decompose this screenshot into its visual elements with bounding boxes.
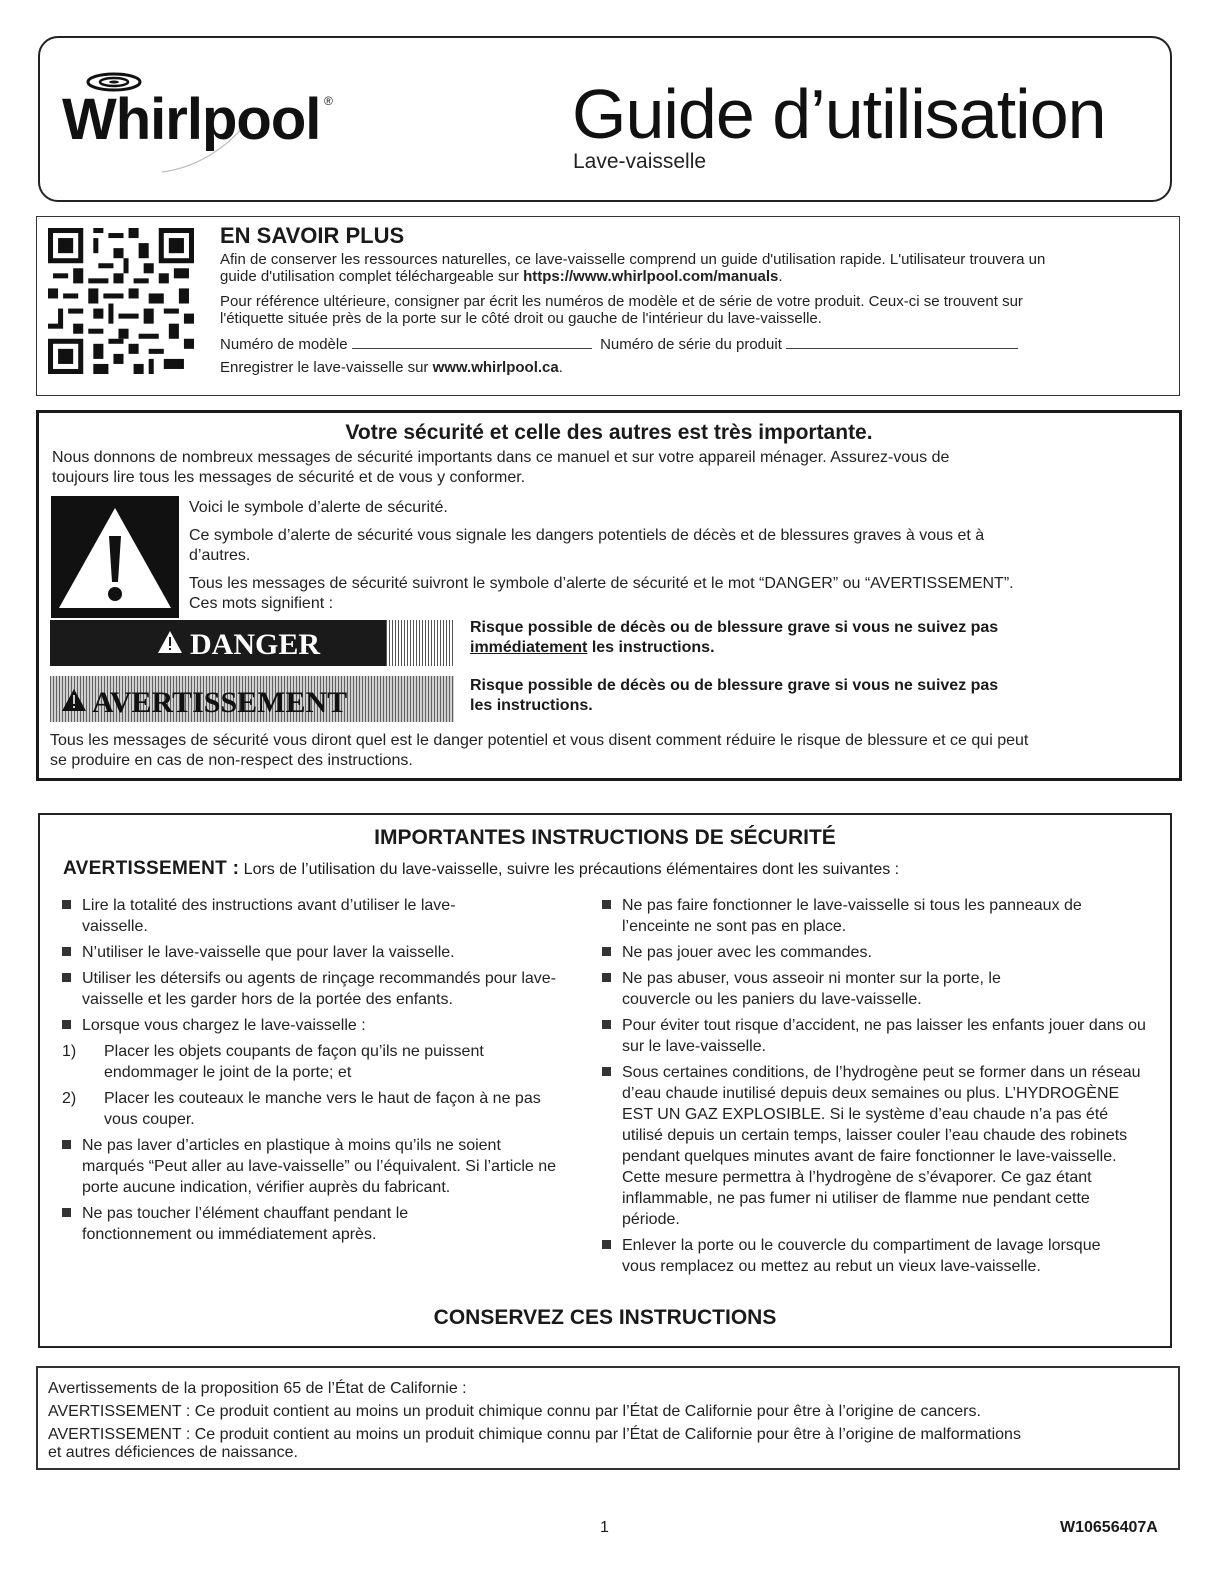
safety-title: Votre sécurité et celle des autres est très importante. (345, 421, 873, 444)
registered-mark: ® (324, 94, 333, 108)
model-serial-row (220, 335, 1018, 353)
list-item: Utiliser les détersifs ou agents de rinçage recommandés pour lave-vaisselle et les garder hors de la portée des enfants. (62, 968, 582, 1010)
warning-text: Lors de l’utilisation du lave-vaisselle, suivre les précautions élémentaires dont les suivantes : (239, 861, 900, 878)
safety-closing-1: Tous les messages de sécurité vous diront quel est le danger potentiel et vous disent comment réduire le risque de blessure et ce qui peut (50, 732, 1029, 749)
danger-banner (50, 620, 454, 666)
learn-more-text: guide d'utilisation complet téléchargeable sur (220, 268, 519, 285)
save-instructions-heading: CONSERVEZ CES INSTRUCTIONS (433, 1306, 777, 1329)
instructions-title: IMPORTANTES INSTRUCTIONS DE SÉCURITÉ (374, 826, 836, 849)
learn-more-paragraph-1: Afin de conserver les ressources naturelles, ce lave-vaisselle comprend un guide d'utilisation rapide. L'utilisateur trouvera un (220, 251, 1046, 268)
list-item: Lire la totalité des instructions avant d’utiliser le lave-vaisselle. (62, 895, 482, 937)
sub-item-number: 2) (62, 1090, 77, 1107)
sub-item-number: 1) (62, 1043, 77, 1060)
list-item: Pour éviter tout risque d’accident, ne pas laisser les enfants jouer dans ou sur le lave-vaisselle. (602, 1015, 1152, 1057)
prop65-line-4: et autres déficiences de naissance. (48, 1444, 298, 1461)
safety-intro-1: Nous donnons de nombreux messages de sécurité importants dans ce manuel et sur votre appareil ménager. Assurez-vous de (52, 449, 950, 466)
instructions-warning (63, 858, 899, 880)
safety-closing-2: se produire en cas de non-respect des instructions. (50, 752, 413, 769)
list-item: Enlever la porte ou le couvercle du compartiment de lavage lorsque vous remplacez ou mettez au rebut un vieux lave-vaisselle. (602, 1235, 1122, 1277)
model-number-label: Numéro de modèle (220, 336, 348, 353)
register-link[interactable]: www.whirlpool.ca (432, 359, 559, 376)
manuals-link[interactable]: https://www.whirlpool.com/manuals (523, 268, 779, 285)
symbol-desc-1: Ce symbole d’alerte de sécurité vous signale les dangers potentiels de décès et de blessures graves à vous et à (189, 527, 985, 544)
safety-intro-2: toujours lire tous les messages de sécurité et de vous y conformer. (52, 469, 526, 486)
danger-label: DANGER (190, 628, 321, 661)
register-line: Enregistrer le lave-vaisselle sur www.whirlpool.ca. (220, 359, 563, 376)
page-title: Guide d’utilisation (572, 75, 1106, 153)
learn-more-paragraph-1b: guide d'utilisation complet téléchargeable sur https://www.whirlpool.com/manuals. (220, 268, 783, 285)
immediately-text: immédiatement (470, 639, 588, 656)
sub-item-text: Placer les objets coupants de façon qu’ils ne puissent endommager le joint de la porte; et (104, 1043, 484, 1081)
list-item: Ne pas abuser, vous asseoir ni monter sur la porte, le couvercle ou les paniers du lave-vaisselle. (602, 968, 1042, 1010)
sub-item (62, 1041, 582, 1083)
safety-alert-icon (51, 496, 179, 618)
danger-risk-rest: les instructions. (587, 639, 715, 656)
whirlpool-logo (62, 72, 352, 182)
follow-2: Ces mots signifient : (189, 595, 334, 612)
warning-banner (50, 676, 454, 722)
list-item: Ne pas faire fonctionner le lave-vaisselle si tous les panneaux de l’enceinte ne sont pas en place. (602, 895, 1152, 937)
sub-item-text: Placer les couteaux le manche vers le haut de façon à ne pas vous couper. (104, 1090, 541, 1128)
follow-1: Tous les messages de sécurité suivront le symbole d’alerte de sécurité et le mot “DANGER” ou “AVERTISSEMENT”. (189, 575, 1014, 592)
instructions-right-column (602, 895, 1152, 1282)
prop65-line-1: Avertissements de la proposition 65 de l’État de Californie : (48, 1380, 467, 1397)
page-subtitle: Lave-vaisselle (573, 150, 707, 173)
list-item: N’utiliser le lave-vaisselle que pour laver la vaisselle. (62, 942, 582, 963)
prop65-line-3: AVERTISSEMENT : Ce produit contient au moins un produit chimique connu par l’État de Californie pour être à l’origine de malformations (48, 1426, 1021, 1443)
learn-more-title: EN SAVOIR PLUS (220, 223, 405, 248)
warning-risk-1: Risque possible de décès ou de blessure grave si vous ne suivez pas (470, 677, 999, 694)
model-number-field[interactable] (352, 335, 592, 349)
danger-risk-1: Risque possible de décès ou de blessure grave si vous ne suivez pas (470, 619, 999, 636)
register-text: Enregistrer le lave-vaisselle sur (220, 359, 429, 376)
document-code: W10656407A (1060, 1519, 1158, 1536)
serial-number-label: Numéro de série du produit (600, 336, 782, 353)
warning-risk-2: les instructions. (470, 697, 593, 714)
warning-label: AVERTISSEMENT (92, 686, 348, 719)
brand-name: Whirlpool (62, 87, 321, 152)
qr-code-icon (48, 228, 194, 374)
sub-item (62, 1088, 582, 1130)
list-item: Sous certaines conditions, de l’hydrogène peut se former dans un réseau d’eau chaude inutilisé depuis deux semaines ou plus. L’HYDROGÈNE EST UN GAZ EXPLOSIBLE. Si le système d’eau chaude n’a pas été utilisé depuis un certain temps, laisser couler l’eau chaude des robinets pendant quelques minutes avant de faire fonctionner le lave-vaisselle. Cette mesure permettra à l’hydrogène de s’évaporer. Ce gaz étant inflammable, ne pas fumer ni utiliser de flamme nue pendant cette période. (602, 1062, 1152, 1230)
warning-label-inline: AVERTISSEMENT : (63, 858, 240, 879)
instructions-left-column (62, 895, 582, 1250)
serial-number-field[interactable] (786, 335, 1018, 349)
page-number: 1 (600, 1519, 609, 1536)
list-item: Ne pas toucher l’élément chauffant pendant le fonctionnement ou immédiatement après. (62, 1203, 472, 1245)
list-item: Lorsque vous chargez le lave-vaisselle : (62, 1015, 582, 1036)
danger-risk-2 (470, 638, 715, 658)
learn-more-paragraph-2b: l'étiquette située près de la porte sur le côté droit ou gauche de l'intérieur du lave-vaisselle. (220, 310, 822, 327)
symbol-desc-2: d’autres. (189, 547, 251, 564)
symbol-line: Voici le symbole d’alerte de sécurité. (189, 499, 448, 516)
list-item: Ne pas jouer avec les commandes. (602, 942, 1152, 963)
prop65-line-2: AVERTISSEMENT : Ce produit contient au moins un produit chimique connu par l’État de Californie pour être à l’origine de cancers. (48, 1403, 981, 1420)
learn-more-paragraph-2a: Pour référence ultérieure, consigner par écrit les numéros de modèle et de série de votre produit. Ceux-ci se trouvent sur (220, 293, 1023, 310)
list-item: Ne pas laver d’articles en plastique à moins qu’ils ne soient marqués “Peut aller au lave-vaisselle” ou l’équivalent. Si l’article ne porte aucune indication, vérifier auprès du fabricant. (62, 1135, 562, 1198)
